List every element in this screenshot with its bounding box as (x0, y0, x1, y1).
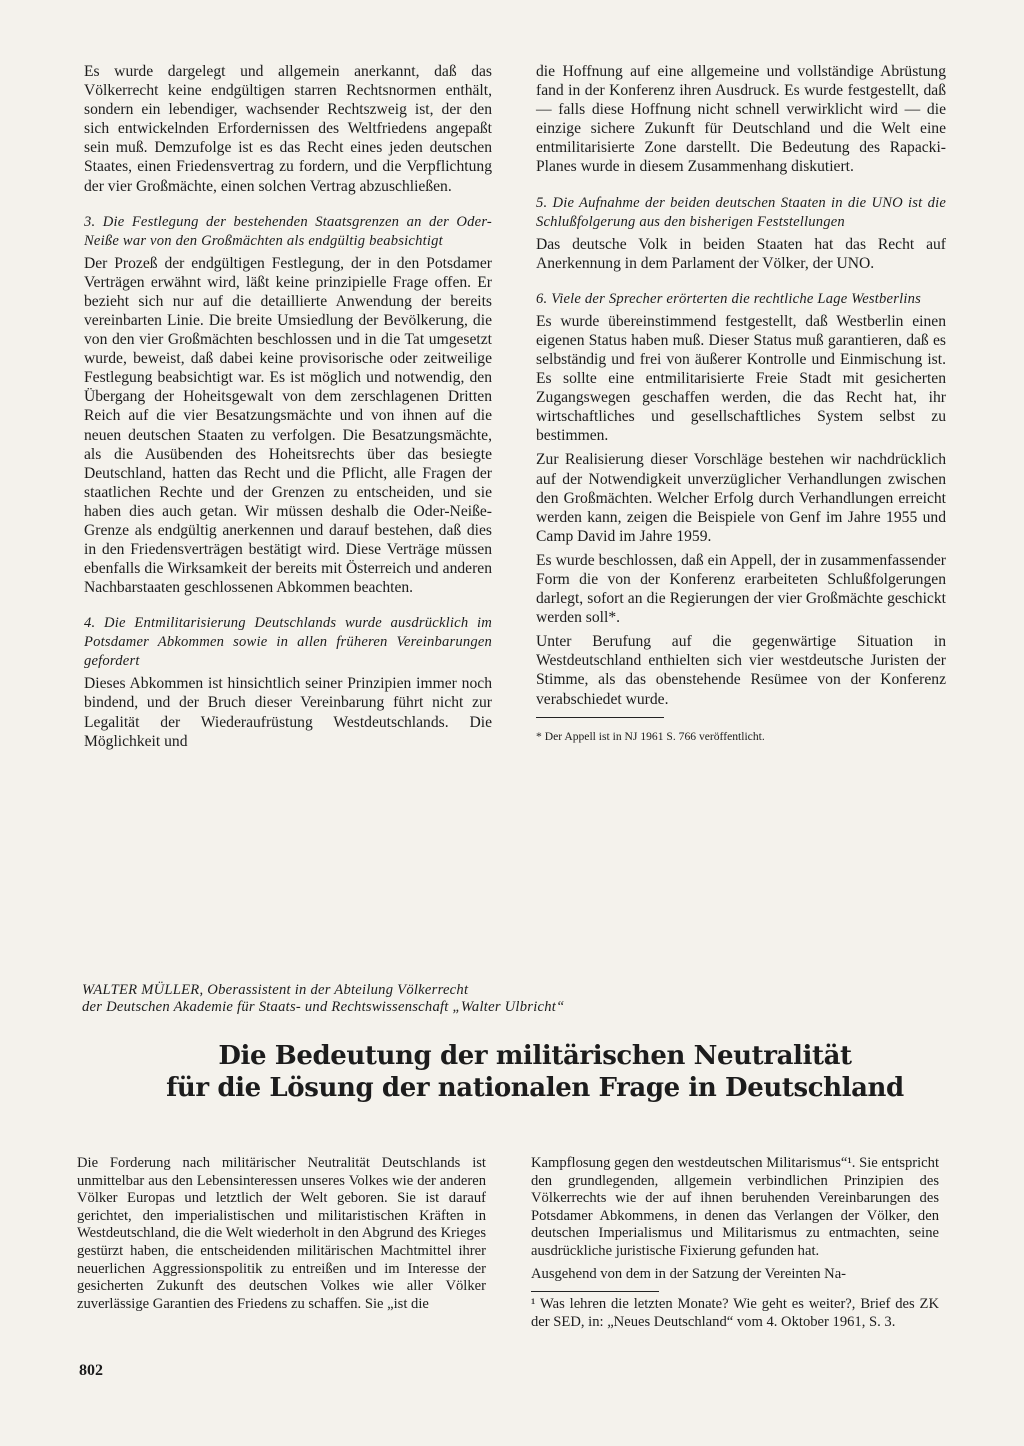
footnote: * Der Appell ist in NJ 1961 S. 766 veröffentlicht. (536, 729, 765, 743)
title-line: für die Lösung der nationalen Frage in Deutschland (166, 1073, 904, 1103)
paragraph: Der Prozeß der endgültigen Festlegung, der in den Potsdamer Verträgen erwähnt wird, läßt keine prinzipielle Frage offen. Er bezieht sich nur auf die detaillierte Anwendung der bereits vereinbarten Linie. Die breite Umsiedlung der Bevölkerung, die von den vier Großmächten beschlossen und in die Tat umgesetzt wurde, beweist, daß dabei keine provisorische oder zeitweilige Festlegung beabsichtigt war. Es ist möglich und notwendig, den Übergang der Hoheitsgewalt von dem zerschlagenen Dritten Reich auf die vier Besatzungsmächte und von ihnen auf die neuen deutschen Staaten zu verfolgen. Die Besatzungsmächte, als die Ausübenden des Hoheitsrechts über das besiegte Deutschland, hatten das Recht und die Pflicht, alle Fragen der staatlichen Rechte und der Grenzen zu entscheiden, und sie haben dies auch getan. Wir müssen deshalb die Oder-Neiße-Grenze als endgültig anerkennen und darauf bestehen, daß dies in den Friedensverträgen bestätigt wird. Diese Verträge müssen ebenfalls die Wirksamkeit der bereits mit Österreich und anderen Nachbarstaaten geschlossenen Abkommen beachten. (84, 254, 492, 597)
paragraph: Die Forderung nach militärischer Neutralität Deutschlands ist unmittelbar aus den Lebensinteressen unseres Volkes wie der anderen Völker Europas und letztlich der Welt geboren. Sie ist darauf gerichtet, den imperialistischen und militaristischen Kräften in Westdeutschland, die die Welt wiederholt in den Abgrund des Krieges gestürzt haben, die entscheidenden militärischen Machtmittel ihrer neuerlichen Aggressionspolitik zu entreißen und im Interesse der gesicherten Zukunft des deutschen Volkes wie aller Völker zuverlässige Garantien des Friedens zu schaffen. Sie „ist die (77, 1155, 486, 1312)
page-number: 802 (79, 1362, 103, 1379)
byline-line: der Deutschen Akademie für Staats- und Rechtswissenschaft „Walter Ulbricht“ (82, 999, 565, 1015)
paragraph: Zur Realisierung dieser Vorschläge bestehen wir nachdrücklich auf der Notwendigkeit unverzüglicher Verhandlungen zwischen den Großmächten. Welcher Erfolg durch Verhandlungen erreicht werden kann, zeigen die Beispiele von Genf im Jahre 1955 und Camp David im Jahre 1959. (536, 451, 946, 545)
section-heading-5: 5. Die Aufnahme der beiden deutschen Staaten in die UNO ist die Schlußfolgerung aus den bisherigen Feststellungen (536, 194, 946, 230)
byline-line: WALTER MÜLLER, Oberassistent in der Abteilung Völkerrecht (82, 982, 469, 998)
paragraph: Ausgehend von dem in der Satzung der Vereinten Na- (531, 1265, 847, 1282)
section-heading-4: 4. Die Entmilitarisierung Deutschlands wurde ausdrücklich im Potsdamer Abkommen sowie in allen früheren Vereinbarungen gefordert (84, 615, 492, 670)
footnote-divider (536, 717, 664, 718)
paragraph: Unter Berufung auf die gegenwärtige Situation in Westdeutschland enthielten sich vier westdeutsche Juristen der Stimme, als das obenstehende Resümee von der Konferenz verabschiedet wurde. (536, 633, 946, 708)
footnote: ¹ Was lehren die letzten Monate? Wie geht es weiter?, Brief des ZK der SED, in: „Neues Deutschland“ vom 4. Oktober 1961, S. 3. (531, 1296, 939, 1330)
article-title (150, 1040, 920, 1104)
paragraph: die Hoffnung auf eine allgemeine und vollständige Abrüstung fand in der Konferenz ihren Ausdruck. Es wurde festgestellt, daß — falls diese Hoffnung nicht schnell verwirklicht wird — die einzige sichere Zukunft für Deutschland und die Welt eine entmilitarisierte Zone darstellt. Die Bedeutung des Rapacki-Planes wurde in diesem Zusammenhang diskutiert. (536, 63, 946, 176)
paragraph: Kampflosung gegen den westdeutschen Militarismus“¹. Sie entspricht den grundlegenden, allgemein verbindlichen Prinzipien des Völkerrechts wie der auf ihnen beruhenden Vereinbarungen des Potsdamer Abkommens, in denen das Verlangen der Völker, den deutschen Imperialismus und Militarismus zu entmachten, seine ausdrückliche juristische Fixierung gefunden hat. (531, 1155, 939, 1259)
paragraph: Es wurde übereinstimmend festgestellt, daß Westberlin einen eigenen Status haben muß. Dieser Status muß garantieren, daß es selbständig und frei von äußerer Kontrolle und Einmischung ist. Es sollte eine entmilitarisierte Freie Stadt mit gesicherten Zugangswegen geschaffen werden, die das Recht hat, ihr wirtschaftliches und gesellschaftliches System selbst zu bestimmen. (536, 312, 946, 445)
paragraph: Es wurde beschlossen, daß ein Appell, der in zusammenfassender Form die von der Konferenz erarbeiteten Schlußfolgerungen darlegt, sofort an die Regierungen der vier Großmächte geschickt werden soll*. (536, 551, 946, 627)
paragraph: Dieses Abkommen ist hinsichtlich seiner Prinzipien immer noch bindend, und der Bruch dieser Vereinbarung führt nicht zur Legalität der Wiederaufrüstung Westdeutschlands. Die Möglichkeit und (84, 675, 492, 750)
title-line: Die Bedeutung der militärischen Neutralität (218, 1041, 852, 1071)
section-heading-3: 3. Die Festlegung der bestehenden Staatsgrenzen an der Oder-Neiße war von den Großmächten als endgültig beabsichtigt (84, 213, 492, 249)
article-right-column (531, 1155, 939, 1331)
left-column (84, 62, 492, 751)
footnote-divider (531, 1291, 659, 1292)
paragraph: Das deutsche Volk in beiden Staaten hat das Recht auf Anerkennung in dem Parlament der Völker, der UNO. (536, 235, 946, 272)
right-column (536, 62, 946, 744)
article-left-column (77, 1155, 486, 1313)
paragraph: Es wurde dargelegt und allgemein anerkannt, daß das Völkerrecht keine endgültigen starren Rechtsnormen enthält, sondern ein lebendiger, wachsender Rechtszweig ist, der den sich entwickelnden Erfordernissen des Weltfriedens angepaßt sein muß. Demzufolge ist es das Recht eines jeden deutschen Staates, einen Friedensvertrag zu fordern, und die Verpflichtung der vier Großmächte, einen solchen Vertrag abzuschließen. (84, 63, 492, 195)
section-heading-6: 6. Viele der Sprecher erörterten die rechtliche Lage Westberlins (536, 290, 921, 307)
author-byline (82, 982, 942, 1016)
